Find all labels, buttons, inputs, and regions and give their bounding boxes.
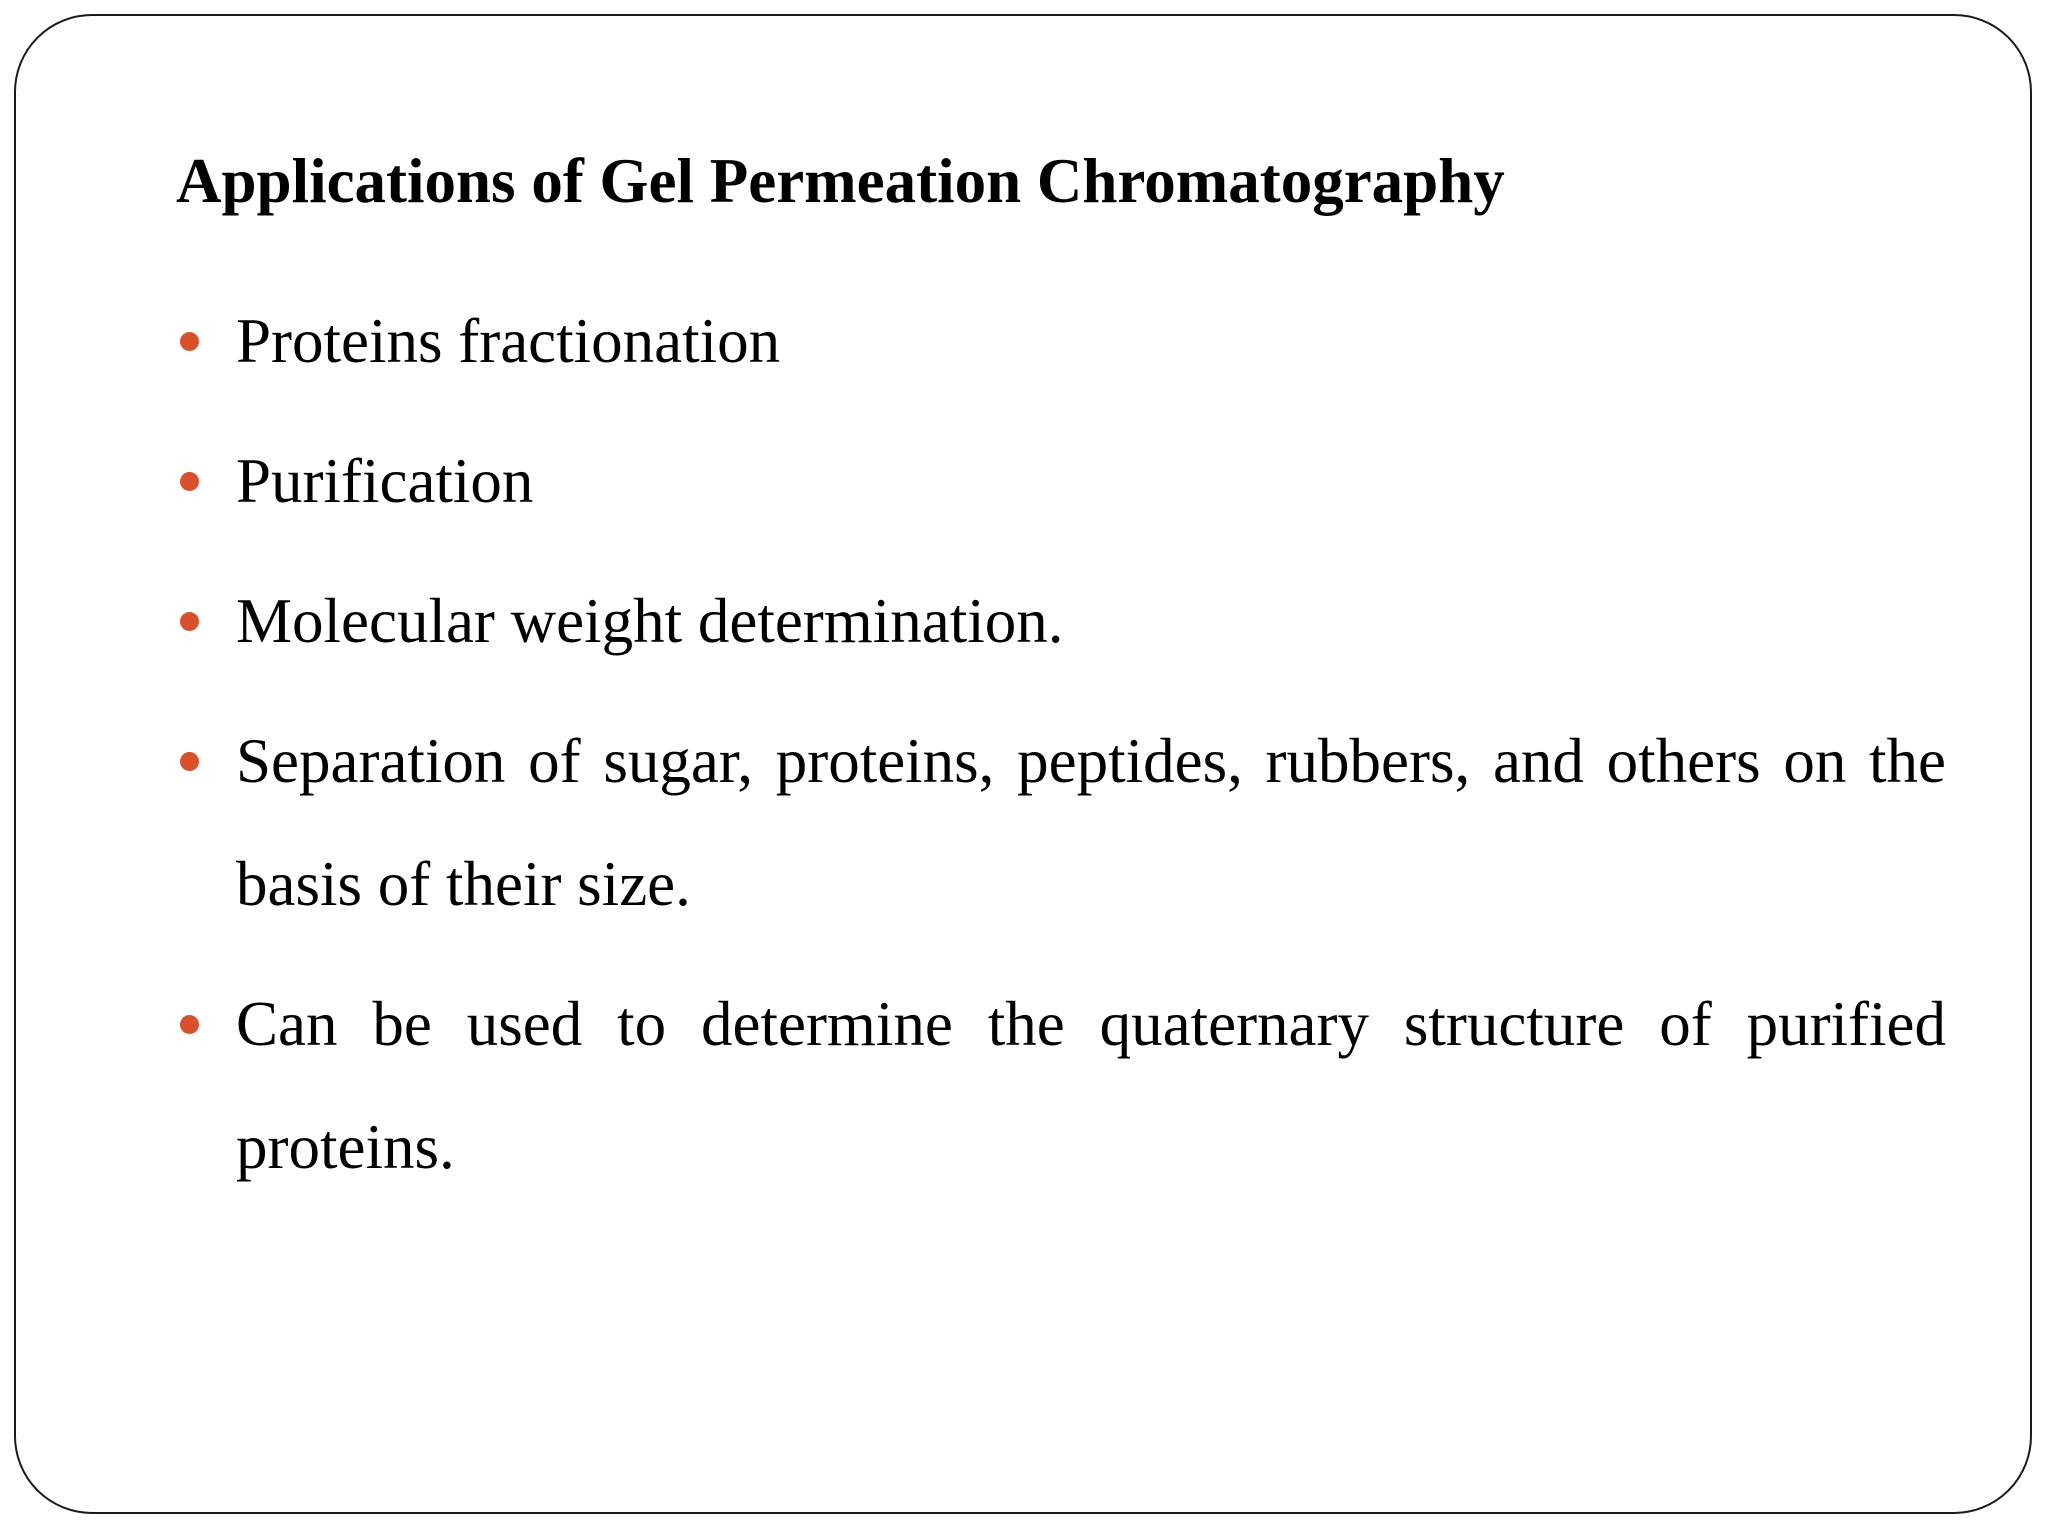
bullet-list xyxy=(176,280,1946,1226)
bullet-dot-icon xyxy=(180,612,199,631)
bullet-item xyxy=(176,560,1946,683)
bullet-text: Proteins fractionation xyxy=(236,306,781,376)
bullet-item xyxy=(176,963,1946,1209)
bullet-item xyxy=(176,700,1946,946)
slide-frame xyxy=(14,14,2032,1514)
bullet-item xyxy=(176,280,1946,403)
bullet-dot-icon xyxy=(180,1015,199,1034)
bullet-dot-icon xyxy=(180,472,199,491)
bullet-dot-icon xyxy=(180,332,199,351)
slide-title: Applications of Gel Permeation Chromatography xyxy=(176,146,1505,216)
bullet-text: Molecular weight determination. xyxy=(236,586,1064,656)
bullet-text: Separation of sugar, proteins, peptides, rubbers, and others on the basis of their size. xyxy=(236,726,1946,919)
bullet-text: Can be used to determine the quaternary structure of purified proteins. xyxy=(236,989,1946,1182)
bullet-dot-icon xyxy=(180,752,199,771)
bullet-item xyxy=(176,420,1946,543)
bullet-text: Purification xyxy=(236,446,534,516)
